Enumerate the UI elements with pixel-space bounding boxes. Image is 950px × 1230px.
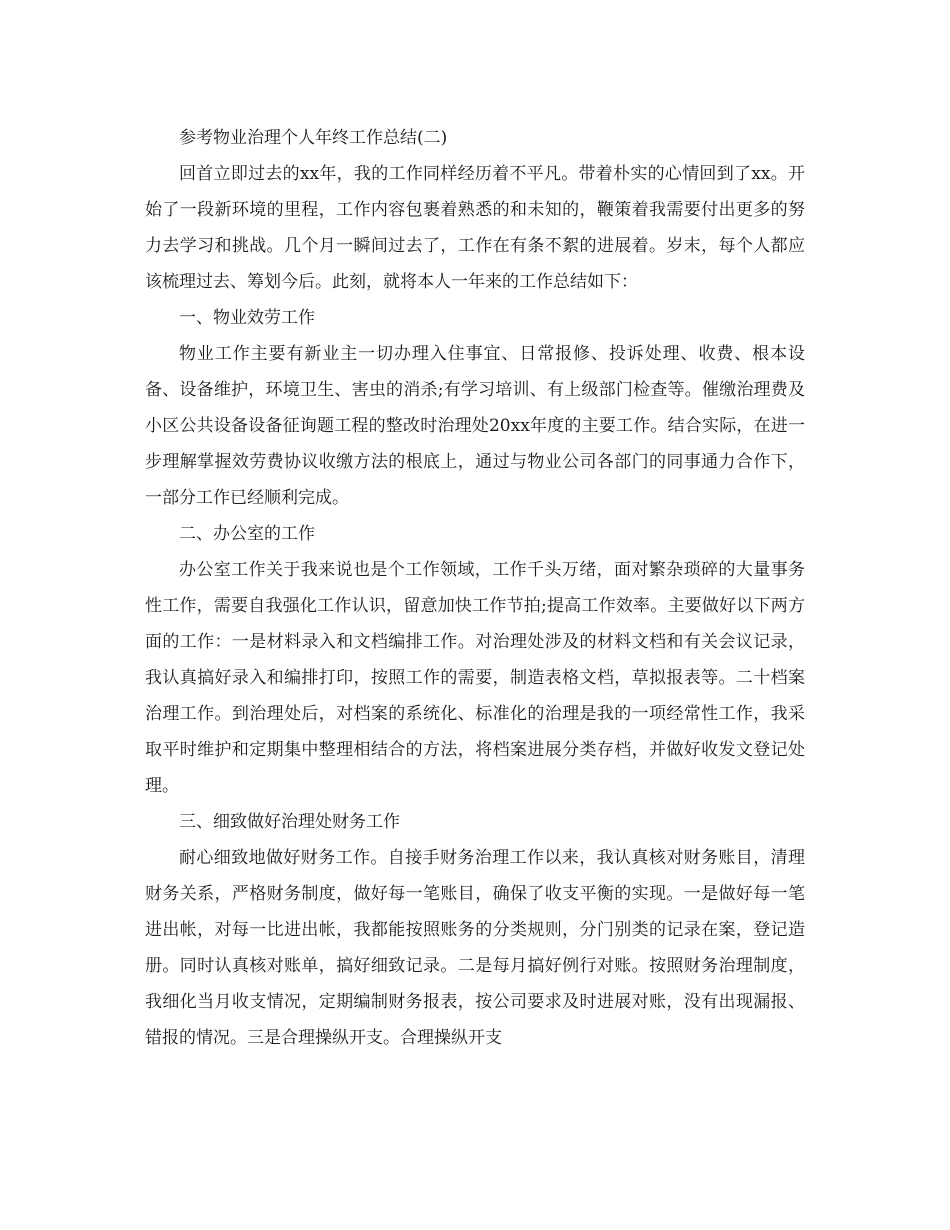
paragraph-intro: 回首立即过去的xx年，我的工作同样经历着不平凡。带着朴实的心情回到了xx。开始了一段新环境的里程，工作内容包裹着熟悉的和未知的，鞭策着我需要付出更多的努力去学习和挑战。几个月一瞬间过去了，工作在有条不絮的进展着。岁末，每个人都应该梳理过去、筹划今后。此刻，就将本人一年来的工作总结如下： [145, 164, 805, 292]
section-heading-3: 三、细致做好治理处财务工作 [179, 812, 400, 832]
paragraph-section-1: 物业工作主要有新业主一切办理入住事宜、日常报修、投诉处理、收费、根本设备、设备维护，环境卫生、害虫的消杀;有学习培训、有上级部门检查等。催缴治理费及小区公共设备设备征询题工程的整改时治理处20xx年度的主要工作。结合实际，在进一步理解掌握效劳费协议收缴方法的根底上，通过与物业公司各部门的同事通力合作下，一部分工作已经顺利完成。 [145, 344, 805, 508]
section-heading-1: 一、物业效劳工作 [179, 308, 315, 328]
section-heading-2: 二、办公室的工作 [179, 524, 315, 544]
document-body [145, 120, 805, 1056]
paragraph-section-2: 办公室工作关于我来说也是个工作领域，工作千头万绪，面对繁杂琐碎的大量事务性工作，需要自我强化工作认识，留意加快工作节拍;提高工作效率。主要做好以下两方面的工作：一是材料录入和文档编排工作。对治理处涉及的材料文档和有关会议记录，我认真搞好录入和编排打印，按照工作的需要，制造表格文档，草拟报表等。二十档案治理工作。到治理处后，对档案的系统化、标准化的治理是我的一项经常性工作，我采取平时维护和定期集中整理相结合的方法，将档案进展分类存档，并做好收发文登记处理。 [145, 560, 805, 796]
document-title: 参考物业治理个人年终工作总结(二) [179, 128, 448, 148]
paragraph-section-3: 耐心细致地做好财务工作。自接手财务治理工作以来，我认真核对财务账目，清理财务关系，严格财务制度，做好每一笔账目，确保了收支平衡的实现。一是做好每一笔进出帐，对每一比进出帐，我都能按照账务的分类规则，分门别类的记录在案，登记造册。同时认真核对账单，搞好细致记录。二是每月搞好例行对账。按照财务治理制度，我细化当月收支情况，定期编制财务报表，按公司要求及时进展对账，没有出现漏报、错报的情况。三是合理操纵开支。合理操纵开支 [145, 848, 805, 1048]
